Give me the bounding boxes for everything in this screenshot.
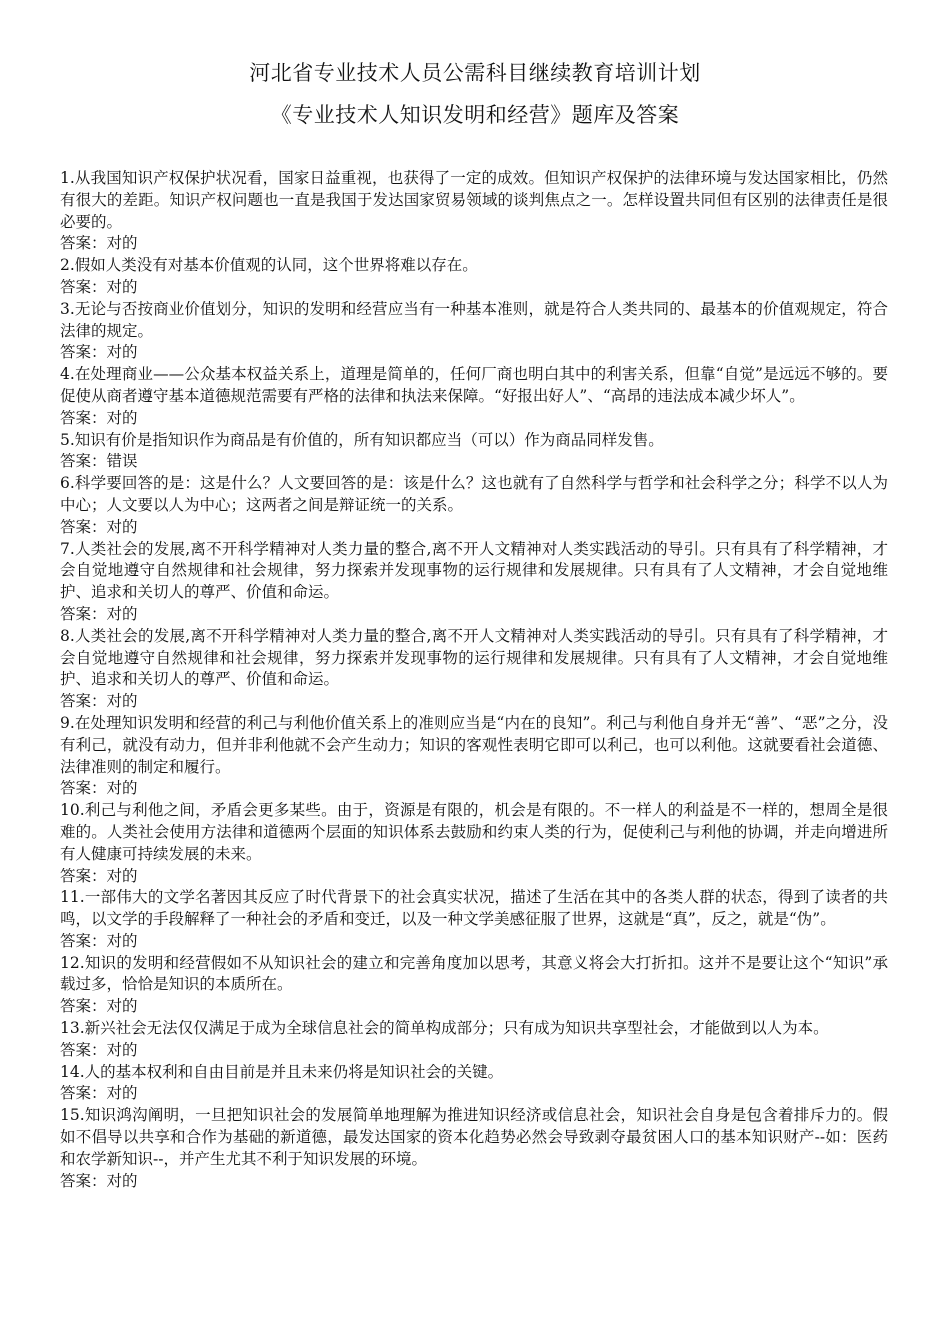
question-text: 9.在处理知识发明和经营的利己与利他价值关系上的准则应当是“内在的良知”。利己与利他自身并无“善”、“恶”之分，没有利己，就没有动力，但并非利他就不会产生动力；知识的客观性表明它即可以利己，也可以利他。这就要看社会道德、法律准则的制定和履行。 <box>60 713 888 776</box>
question-item-9 <box>60 713 888 800</box>
question-text: 8.人类社会的发展,离不开科学精神对人类力量的整合,离不开人文精神对人类实践活动的导引。只有具有了科学精神，才会自觉地遵守自然规律和社会规律，努力探索并发现事物的运行规律和发展规律。只有具有了人文精神，才会自觉地维护、追求和关切人的尊严、价值和命运。 <box>60 626 888 689</box>
answer-text: 答案：对的 <box>60 1040 138 1059</box>
question-item-11 <box>60 887 888 952</box>
question-item-1 <box>60 168 888 255</box>
question-text: 14.人的基本权利和自由目前是并且未来仍将是知识社会的关键。 <box>60 1062 504 1081</box>
question-item-8 <box>60 626 888 713</box>
answer-text: 答案：对的 <box>60 692 138 711</box>
question-text: 10.利己与利他之间，矛盾会更多某些。由于，资源是有限的，机会是有限的。不一样人的利益是不一样的，想周全是很难的。人类社会使用方法律和道德两个层面的知识体系去鼓励和约束人类的行为，促使利己与利他的协调，并走向增进所有人健康可持续发展的未来。 <box>60 801 888 863</box>
question-item-2 <box>60 255 888 299</box>
answer-text: 答案：对的 <box>60 277 138 296</box>
answer-text: 答案：对的 <box>60 343 138 362</box>
answer-text: 答案：对的 <box>60 997 138 1016</box>
question-text: 15.知识鸿沟阐明，一旦把知识社会的发展简单地理解为推进知识经济或信息社会，知识社会自身是包含着排斥力的。假如不倡导以共享和合作为基础的新道德，最发达国家的资本化趋势必然会导致剥夺最贫困人口的基本知识财产--如：医药和农学新知识--，并产生尤其不利于知识发展的环境。 <box>60 1106 888 1168</box>
answer-text: 答案：对的 <box>60 779 138 798</box>
answer-text: 答案：对的 <box>60 1084 138 1103</box>
answer-text: 答案：对的 <box>60 408 138 427</box>
document-title: 河北省专业技术人员公需科目继续教育培训计划 <box>249 61 701 85</box>
answer-text: 答案：错误 <box>60 452 138 471</box>
answer-text: 答案：对的 <box>60 234 138 253</box>
question-text: 1.从我国知识产权保护状况看，国家日益重视，也获得了一定的成效。但知识产权保护的法律环境与发达国家相比，仍然有很大的差距。知识产权问题也一直是我国于发达国家贸易领域的谈判焦点之一。怎样设置共同但有区别的法律责任是很必要的。 <box>60 169 888 231</box>
answer-text: 答案：对的 <box>60 931 138 950</box>
question-item-13 <box>60 1018 888 1062</box>
question-item-5 <box>60 430 888 474</box>
question-item-10 <box>60 800 888 887</box>
answer-text: 答案：对的 <box>60 604 138 623</box>
question-item-14 <box>60 1062 888 1106</box>
question-item-6 <box>60 473 888 538</box>
question-item-15 <box>60 1105 888 1192</box>
question-list <box>60 168 888 1192</box>
answer-text: 答案：对的 <box>60 517 138 536</box>
question-text: 13.新兴社会无法仅仅满足于成为全球信息社会的简单构成部分；只有成为知识共享型社会，才能做到以人为本。 <box>60 1019 829 1038</box>
document-subtitle: 《专业技术人知识发明和经营》题库及答案 <box>270 103 680 127</box>
question-item-3 <box>60 299 888 364</box>
question-text: 6.科学要回答的是：这是什么？人文要回答的是：该是什么？这也就有了自然科学与哲学和社会科学之分；科学不以人为中心；人文要以人为中心；这两者之间是辩证统一的关系。 <box>60 474 888 514</box>
answer-text: 答案：对的 <box>60 866 138 885</box>
question-text: 3.无论与否按商业价值划分，知识的发明和经营应当有一种基本准则，就是符合人类共同的、最基本的价值观规定，符合法律的规定。 <box>60 299 888 340</box>
question-item-4 <box>60 364 888 429</box>
question-item-7 <box>60 539 888 626</box>
question-text: 2.假如人类没有对基本价值观的认同，这个世界将难以存在。 <box>60 256 478 275</box>
question-text: 4.在处理商业——公众基本权益关系上，道理是简单的，任何厂商也明白其中的利害关系，但靠“自觉”是远远不够的。要促使从商者遵守基本道德规范需要有严格的法律和执法来保障。“好报出好人”、“高昂的违法成本减少坏人”。 <box>60 365 888 405</box>
question-text: 11.一部伟大的文学名著因其反应了时代背景下的社会真实状况，描述了生活在其中的各类人群的状态，得到了读者的共鸣，以文学的手段解释了一种社会的矛盾和变迁，以及一种文学美感征服了世界，这就是“真”，反之，就是“伪”。 <box>60 888 888 929</box>
answer-text: 答案：对的 <box>60 1171 138 1190</box>
question-text: 12.知识的发明和经营假如不从知识社会的建立和完善角度加以思考，其意义将会大打折扣。这并不是要让这个“知识”承载过多，恰恰是知识的本质所在。 <box>60 953 888 994</box>
question-text: 5.知识有价是指知识作为商品是有价值的，所有知识都应当（可以）作为商品同样发售。 <box>60 430 664 449</box>
question-text: 7.人类社会的发展,离不开科学精神对人类力量的整合,离不开人文精神对人类实践活动的导引。只有具有了科学精神，才会自觉地遵守自然规律和社会规律，努力探索并发现事物的运行规律和发展规律。只有具有了人文精神，才会自觉地维护、追求和关切人的尊严、价值和命运。 <box>60 539 888 602</box>
question-item-12 <box>60 953 888 1018</box>
